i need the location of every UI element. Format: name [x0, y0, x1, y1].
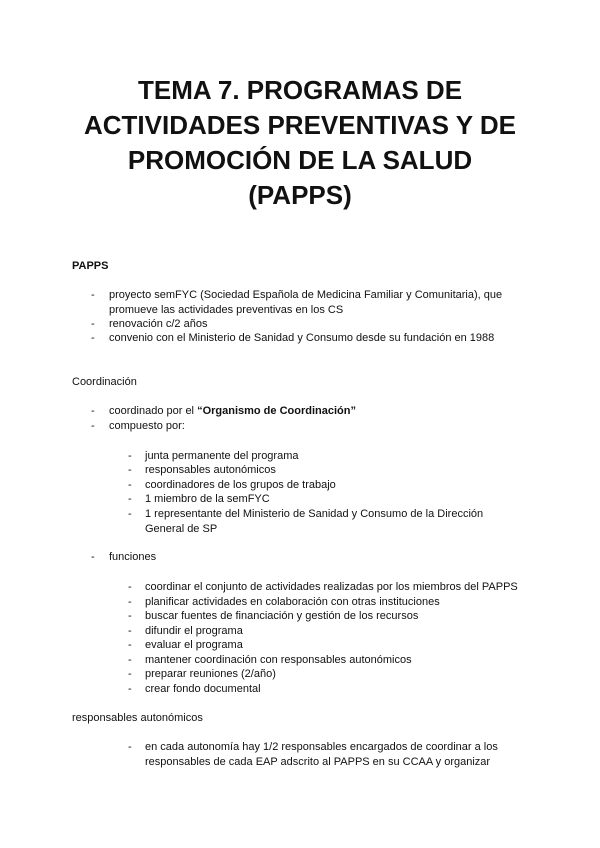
bullet-dash: - [91, 289, 95, 301]
section-heading-coordinacion: Coordinación [72, 376, 137, 388]
bullet-dash: - [128, 610, 132, 622]
bullet-dash: - [91, 551, 95, 563]
bullet-dash: - [128, 479, 132, 491]
list-item: funciones [109, 551, 157, 563]
list-item-line: promueve las actividades preventivas en los CS [109, 303, 344, 316]
list-item-line: proyecto semFYC (Sociedad Española de Medicina Familiar y Comunitaria), que [109, 289, 503, 301]
bullet-dash: - [128, 683, 132, 695]
sub-list-item: coordinadores de los grupos de trabajo [145, 479, 336, 491]
bullet-dash: - [128, 508, 132, 520]
sub-list-item [145, 507, 483, 536]
bullet-dash: - [128, 668, 132, 680]
sub-list-item: coordinar el conjunto de actividades realizadas por los miembros del PAPPS [145, 581, 518, 593]
sub-list-item: mantener coordinación con responsables autonómicos [145, 654, 412, 666]
bullet-dash: - [128, 639, 132, 651]
list-item: renovación c/2 años [109, 318, 208, 330]
title-line: PROMOCIÓN DE LA SALUD [127, 145, 473, 175]
section-heading-papps: PAPPS [72, 260, 109, 272]
bullet-dash: - [128, 596, 132, 608]
bullet-dash: - [128, 464, 132, 476]
sub-list-item: crear fondo documental [145, 683, 261, 695]
bullet-dash: - [91, 332, 95, 344]
title-line: (PAPPS) [248, 180, 352, 210]
bullet-dash: - [91, 420, 95, 432]
title-line: ACTIVIDADES PREVENTIVAS Y DE [84, 110, 516, 140]
list-item: compuesto por: [109, 420, 185, 432]
bullet-dash: - [91, 405, 95, 417]
bullet-dash: - [128, 741, 132, 753]
title-line: TEMA 7. PROGRAMAS DE [137, 75, 463, 105]
sub-list-item: responsables autonómicos [145, 464, 276, 476]
organismo-bold: “Organismo de Coordinación” [197, 405, 356, 417]
coordinado-text: coordinado por el [109, 405, 198, 417]
list-item-line: en cada autonomía hay 1/2 responsables encargados de coordinar a los [145, 741, 498, 753]
document-title [40, 73, 560, 213]
sub-list-item: difundir el programa [145, 625, 243, 637]
list-item-line: General de SP [145, 522, 218, 535]
bullet-dash: - [128, 625, 132, 637]
bullet-dash: - [128, 450, 132, 462]
bullet-dash: - [91, 318, 95, 330]
bullet-dash: - [128, 493, 132, 505]
sub-list-item: evaluar el programa [145, 639, 243, 651]
list-item: convenio con el Ministerio de Sanidad y Consumo desde su fundación en 1988 [109, 332, 495, 344]
list-item [109, 288, 502, 317]
bullet-dash: - [128, 654, 132, 666]
sub-list-item [145, 740, 498, 769]
list-item-line: responsables de cada EAP adscrito al PAPPS en su CCAA y organizar [145, 755, 491, 768]
sub-list-item: junta permanente del programa [145, 450, 299, 462]
section-heading-responsables: responsables autonómicos [72, 712, 203, 724]
sub-list-item: buscar fuentes de financiación y gestión de los recursos [145, 610, 419, 622]
list-item [109, 404, 356, 419]
sub-list-item: 1 miembro de la semFYC [145, 493, 270, 505]
sub-list-item: planificar actividades en colaboración con otras instituciones [145, 596, 440, 608]
sub-list-item: preparar reuniones (2/año) [145, 668, 276, 680]
list-item-line: 1 representante del Ministerio de Sanidad y Consumo de la Dirección [145, 508, 484, 520]
bullet-dash: - [128, 581, 132, 593]
